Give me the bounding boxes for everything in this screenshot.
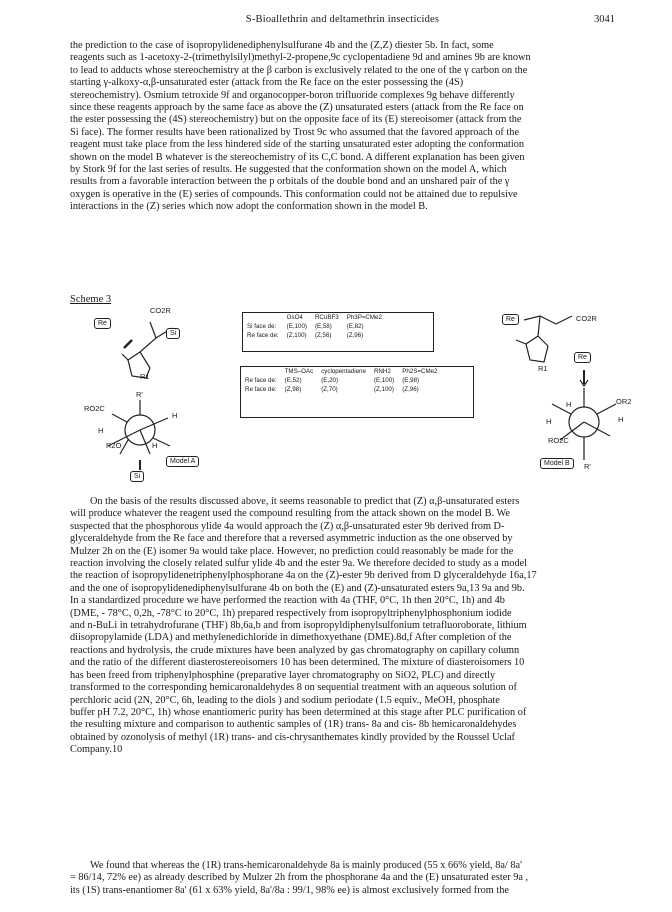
table-header-cell: Ph3P=CMe2 (346, 314, 382, 321)
table-cell: Re face de: (245, 377, 277, 384)
table-cell: (Z,100) (373, 386, 394, 393)
table-row (241, 376, 442, 385)
running-title: S-Bioallethrin and deltamethrin insecticides (245, 14, 440, 25)
r1-label-right: R1 (538, 364, 548, 373)
ro2c-label-left: RO2C (84, 404, 105, 413)
reagent-table-bottom (240, 366, 474, 418)
co2r-label-left: CO2R (150, 306, 171, 315)
r-prime-label-left: R' (136, 390, 143, 399)
table-cell: (Z,100) (286, 332, 307, 339)
running-header (70, 14, 615, 30)
table-cell: (E,100) (373, 377, 395, 384)
text-line: In a standardized procedure we have performed the reaction with 4a (THF, 0°C, 1h then 20°C, 1h) and 4b (70, 595, 505, 607)
table-cell: (E,58) (314, 323, 332, 330)
table-header-cell: RNH2 (373, 368, 391, 375)
text-line: (DME, - 78°C, 0,2h, -78°C to 20°C, 1h) prepared respectively from isopropyltriphenylphosphonium iodide (70, 607, 512, 619)
text-line: the resulting mixture and comparison to authentic samples of (1R) trans- 8a and cis- 8b hemicaronaldehydes (70, 719, 517, 731)
r1-label-left: R1 (140, 372, 150, 381)
co2r-label-right: CO2R (576, 314, 597, 323)
text-line: the ester possessing the (4S) stereochemistry) but on the opposite face of its (E) stereoisomer (attack from the (70, 114, 522, 126)
text-line: the reaction of isopropylidenetriphenylphosphorane 4a on the (Z)-ester 9b derived from D glyceraldehyde 16a,17 (70, 570, 537, 582)
text-line: reactions and hydrolysis, the crude mixtures have been analyzed by gas chromatography on capillary column (70, 644, 520, 656)
text-line: perchloric acid (2N, 20°C, 6h, leading to the diols ) and sodium periodate (1.5 equiv., MeOH, phosphate (70, 694, 500, 706)
table-cell: Re face de: (245, 386, 277, 393)
text-line: since these reagents approach by the same face as above the (Z) unsaturated esters (attack from the Re face on (70, 102, 524, 114)
text-line: and the ratio of the different diasterostereoisomers 10 has been determined. The mixture of diasteroisomers 10 (70, 657, 525, 669)
or2-label-right: OR2 (616, 397, 632, 406)
text-line: suspected that the phosphorous ylide 4a would approach the (Z) α,β-unsaturated ester 9b derived from D- (70, 520, 505, 532)
text-line: its (1S) trans-enantiomer 8a' (61 x 63% yield, 8a'/8a : 99/1, 98% ee) is almost exclusively formed from the (70, 884, 509, 896)
table-cell: (E,100) (286, 323, 307, 330)
text-line: transformed to the corresponding hemicaronaldehydes 8 on sequential treatment with an aqueous solution of (70, 682, 517, 694)
h-label-right-2: H (546, 417, 552, 426)
text-line: shown on the model B whatever is the stereochemistry of its C,C bond. A different explanation has been given (70, 151, 525, 163)
paragraph-2 (70, 496, 615, 757)
text-line: the prediction to the case of isopropylidenediphenylsulfurane 4b and the (Z,Z) diester 5b. In fact, some (70, 40, 494, 51)
text-line: by Stork 9f for the last series of results. He suggested that the conformation shown on the model A, which (70, 164, 507, 176)
table-cell: (E,82) (346, 323, 364, 330)
paragraph-1 (70, 40, 615, 214)
table-cell: (Z,96) (346, 332, 364, 339)
table-header-cell: cyclopentadiene (321, 368, 366, 375)
text-line: will produce whatever the reagent used the compound resulting from the attack shown on the model B. We (70, 508, 510, 520)
text-line: reagent must take place from the less hindered side of the starting unsaturated ester adopting the conformation (70, 139, 525, 151)
table-cell: (Z,96) (402, 386, 419, 393)
scheme-label: Scheme 3 (70, 294, 112, 305)
paragraph-3 (70, 860, 615, 897)
text-line: Mulzer 2h on the (E) isomer 9a would take place. However, no prediction could reasonably be made for the (70, 545, 514, 557)
model-b-tag: Model B (540, 458, 574, 469)
text-line: has been freed from triphenylphosphine (preparative layer chromatography on SiO2, PLC) and directly (70, 669, 496, 681)
text-line: obtained by ozonolysis of methyl (1R) trans- and cis-chrysanthemates kindly provided by the Roussel Uclaf (70, 731, 515, 743)
ro2c-label-right: RO2C (548, 436, 569, 445)
table-header-cell: OsO4 (286, 314, 303, 321)
table-header-cell: TMS–OAc (284, 368, 314, 375)
r2o-label-left: R2O (106, 441, 122, 450)
table-cell: Si face de: (247, 323, 277, 330)
reagent-table-2 (241, 367, 442, 394)
text-line: stereochemistry). Osmium tetroxide 9f and organocopper-boron trifluoride complexes 9g behave differently (70, 89, 515, 101)
text-line: reaction involving the closely related sulfur ylide 4b and the ester 9a. We therefore decided to study as a model (70, 558, 528, 570)
h-label-right-3: H (618, 415, 624, 424)
text-line: and n-BuLi in tetrahydrofurane (THF) 8b,6a,b and from isopropyldiphenylsulfonium tetrafluoroborate, lithium (70, 620, 527, 632)
text-line: oxygen is operative in the (E) series of compounds. This conformation could not be attained due to repulsive (70, 188, 518, 200)
text-line: to lead to adducts whose stereochemistry at the β carbon is exclusively related to the one of the γ carbon on the (70, 64, 528, 76)
table-cell: (Z,56) (314, 332, 332, 339)
reagent-table-top (242, 312, 434, 352)
h-label-right-1: H (566, 400, 572, 409)
table-cell: (E,52) (284, 377, 302, 384)
text-line: Si face). The former results have been rationalized by Trost 9c who assumed that the favored approach of the (70, 126, 520, 138)
text-line: = 86/14, 72% ee) as already described by Mulzer 2h from the phosphorane 4a and the (E) unsaturated ester 9a , (70, 872, 529, 884)
si-face-tag-left: Si (166, 328, 180, 339)
table-header-cell: Ph2S=CMe2 (402, 368, 438, 375)
re-face-tag-right: Re (502, 314, 519, 325)
table-cell: (Z,98) (284, 386, 302, 393)
text-line: and the one of isopropylidenediphenylsulfurane 4b on both the (E) and (Z)-unsaturated esters 9a,13 9a and 9b. (70, 582, 525, 594)
r-prime-label-right: R' (584, 462, 591, 471)
table-cell: (E,20) (321, 377, 339, 384)
text-line: On the basis of the results discussed above, it seems reasonable to predict that (Z) α,β-unsaturated esters (90, 496, 520, 507)
text-line: reagents such as 1-acetoxy-2-(trimethylsilyl)methyl-2-propene,9c cyclopentadiene 9d and amines 9b are known (70, 52, 531, 64)
text-line: interactions in the (Z) series which now adopt the conformation shown in the model B. (70, 201, 428, 213)
table-row (243, 322, 386, 331)
table-cell: (E,98) (402, 377, 420, 384)
table-cell: Re face de: (247, 332, 279, 339)
table-header-cell (243, 313, 283, 322)
table-header-cell: RCuBF3 (314, 314, 339, 321)
text-line: buffer pH 7.2, 20°C, 1h) whose enantiomeric purity has been determined at this stage after PLC purification of (70, 706, 527, 718)
re-face-tag-left: Re (94, 318, 111, 329)
table-cell: (Z,70) (321, 386, 338, 393)
text-line: Company.10 (70, 744, 123, 756)
si-face-tag-bottom: Si (130, 471, 144, 482)
re-face-tag-right-2: Re (574, 352, 591, 363)
table-row (241, 385, 442, 394)
text-line: starting γ-alkoxy-α,β-unsaturated ester (attack from the Re face on the ester possessing the (4S) (70, 77, 464, 89)
table-row (243, 331, 386, 340)
model-a-tag: Model A (166, 456, 199, 467)
text-line: We found that whereas the (1R) trans-hemicaronaldehyde 8a is mainly produced (55 x 66% yield, 8a/ 8a' (90, 860, 522, 871)
text-line: glyceraldehyde from the Re face and therefore that a reversed asymmetric induction as the one observed by (70, 533, 513, 545)
table-header-cell (241, 367, 281, 376)
h-label-left-2: H (98, 426, 104, 435)
page-number: 3041 (594, 14, 615, 25)
text-line: diisopropylamide (LDA) and methylenedichloride in dimethoxyethane (DME).8d,f After completion of the (70, 632, 512, 644)
h-label-left-1: H (172, 411, 178, 420)
reagent-table-1 (243, 313, 386, 340)
text-line: results from a favorable interaction between the p orbitals of the double bond and an unshared pair of the γ (70, 176, 510, 188)
h-label-left-3: H (152, 441, 158, 450)
